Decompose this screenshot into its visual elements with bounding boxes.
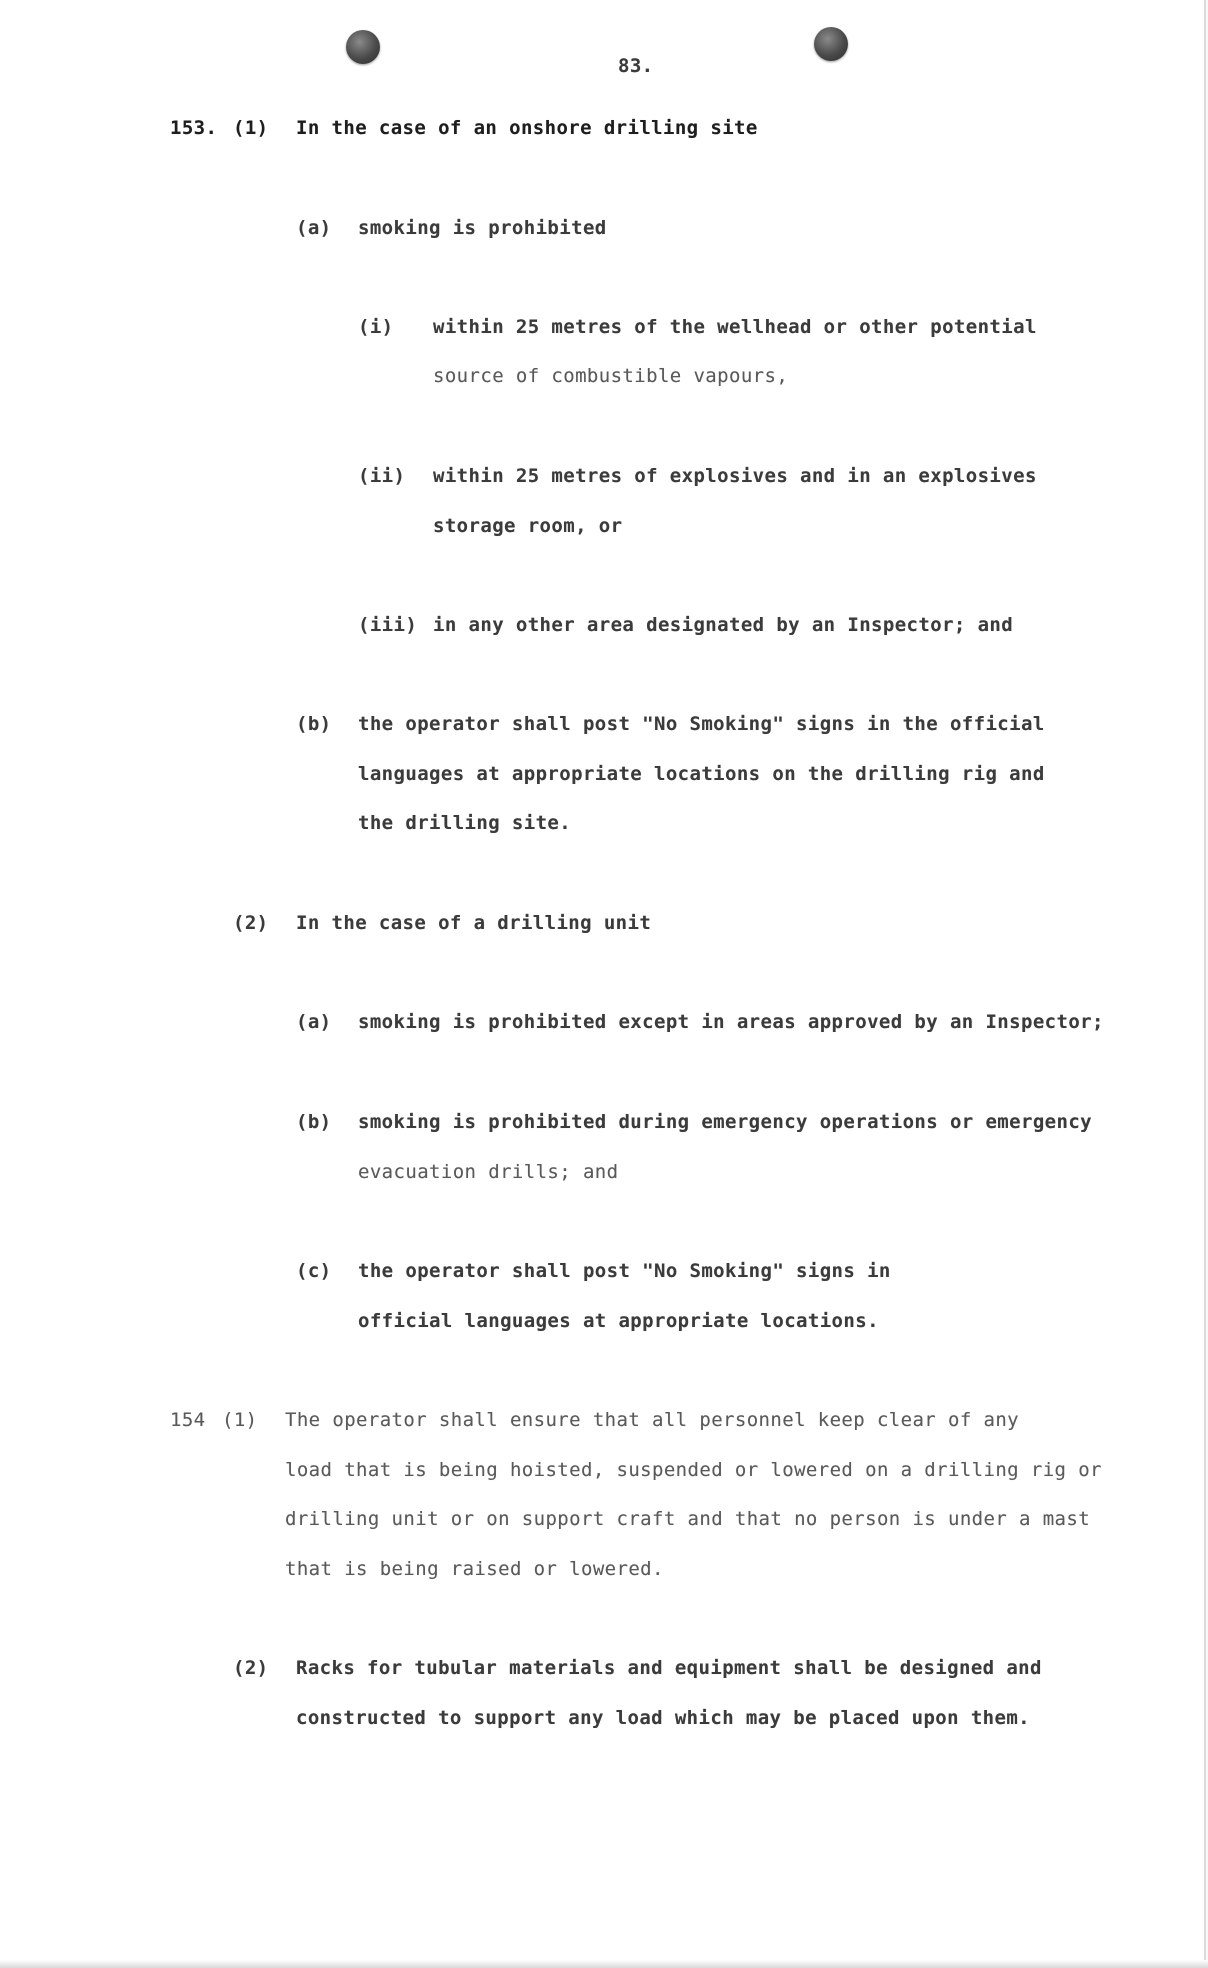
section-154-label: 154 xyxy=(170,1409,206,1431)
subitem-i-line1: within 25 metres of the wellhead or other potential xyxy=(433,316,1037,338)
item-153-1-b-line1: the operator shall post "No Smoking" signs in the official xyxy=(358,713,1045,735)
section-154-1-line2: load that is being hoisted, suspended or lowered on a drilling rig or xyxy=(285,1459,1102,1481)
section-153-1-intro: In the case of an onshore drilling site xyxy=(296,117,758,139)
item-153-2-a-line1: smoking is prohibited except in areas approved by an Inspector; xyxy=(358,1011,1104,1033)
section-154-2-line1: Racks for tubular materials and equipment shall be designed and xyxy=(296,1657,1042,1679)
item-153-2-b-line1: smoking is prohibited during emergency operations or emergency xyxy=(358,1111,1093,1133)
section-153-2-num: (2) xyxy=(233,912,269,934)
item-153-2-b-line2: evacuation drills; and xyxy=(358,1161,619,1183)
item-153-2-c-line2: official languages at appropriate locations. xyxy=(358,1310,879,1332)
subitem-iii-line1: in any other area designated by an Inspector; and xyxy=(433,614,1014,636)
item-153-2-c-label: (c) xyxy=(296,1260,332,1282)
section-154-1-line1: The operator shall ensure that all personnel keep clear of any xyxy=(285,1409,1020,1431)
section-153-1-num: (1) xyxy=(233,117,269,139)
subitem-ii-line1: within 25 metres of explosives and in an explosives xyxy=(433,465,1037,487)
punch-hole-left xyxy=(346,30,380,64)
subitem-ii-label: (ii) xyxy=(358,465,406,487)
item-153-2-a-label: (a) xyxy=(296,1011,332,1033)
subitem-iii-label: (iii) xyxy=(358,614,418,636)
item-153-1-b-label: (b) xyxy=(296,713,332,735)
section-153-label: 153. xyxy=(170,117,218,139)
item-153-1-b-line3: the drilling site. xyxy=(358,812,572,834)
item-153-1-b-line2: languages at appropriate locations on the drilling rig and xyxy=(358,763,1045,785)
item-153-1-a-text: smoking is prohibited xyxy=(358,217,607,239)
page-number: 83. xyxy=(618,55,654,77)
section-154-2-num: (2) xyxy=(233,1657,269,1679)
section-154-1-line4: that is being raised or lowered. xyxy=(285,1558,664,1580)
item-153-2-c-line1: the operator shall post "No Smoking" signs in xyxy=(358,1260,891,1282)
page-bottom-edge xyxy=(0,1960,1208,1968)
section-154-1-num: (1) xyxy=(222,1409,258,1431)
item-153-2-b-label: (b) xyxy=(296,1111,332,1133)
subitem-ii-line2: storage room, or xyxy=(433,515,623,537)
subitem-i-label: (i) xyxy=(358,316,394,338)
section-154-1-line3: drilling unit or on support craft and that no person is under a mast xyxy=(285,1508,1091,1530)
subitem-i-line2: source of combustible vapours, xyxy=(433,365,789,387)
section-153-2-intro: In the case of a drilling unit xyxy=(296,912,652,934)
item-153-1-a-label: (a) xyxy=(296,217,332,239)
section-154-2-line2: constructed to support any load which may be placed upon them. xyxy=(296,1707,1031,1729)
punch-hole-right xyxy=(814,27,848,61)
